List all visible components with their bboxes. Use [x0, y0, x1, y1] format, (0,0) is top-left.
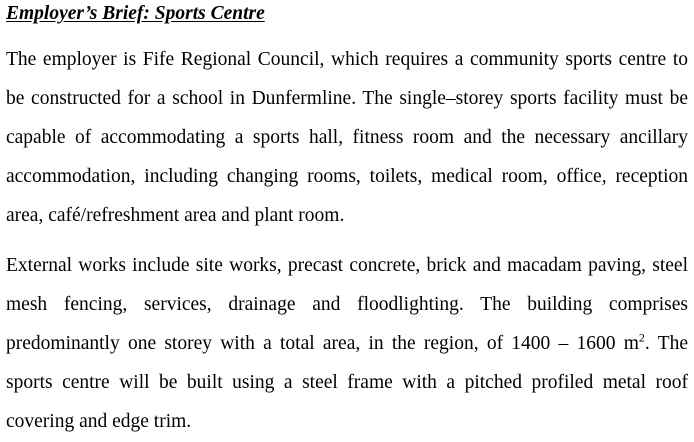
document-heading: Employer’s Brief: Sports Centre	[6, 3, 265, 24]
document-body	[6, 0, 688, 441]
paragraph-external-works	[6, 246, 688, 441]
paragraph-external-works-text: External works include site works, precast concrete, brick and macadam paving, steel mesh fencing, services, drainage and floodlighting. The building comprises predominantly one storey with a total area, in the region, of 1400 – 1600 m	[6, 255, 688, 354]
square-metre-superscript: 2	[638, 330, 645, 345]
paragraph-project-description: The employer is Fife Regional Council, which requires a community sports centre to be constructed for a school in Dunfermline. The single–storey sports facility must be capable of accommodating a sports hall, fitness room and the necessary ancillary accommodation, including changing rooms, toilets, medical room, office, reception area, café/refreshment area and plant room.	[6, 49, 688, 226]
paragraph-external-works-text-end: . The sports centre will be built using a steel frame with a pitched profiled metal roof covering and edge trim.	[6, 333, 688, 432]
